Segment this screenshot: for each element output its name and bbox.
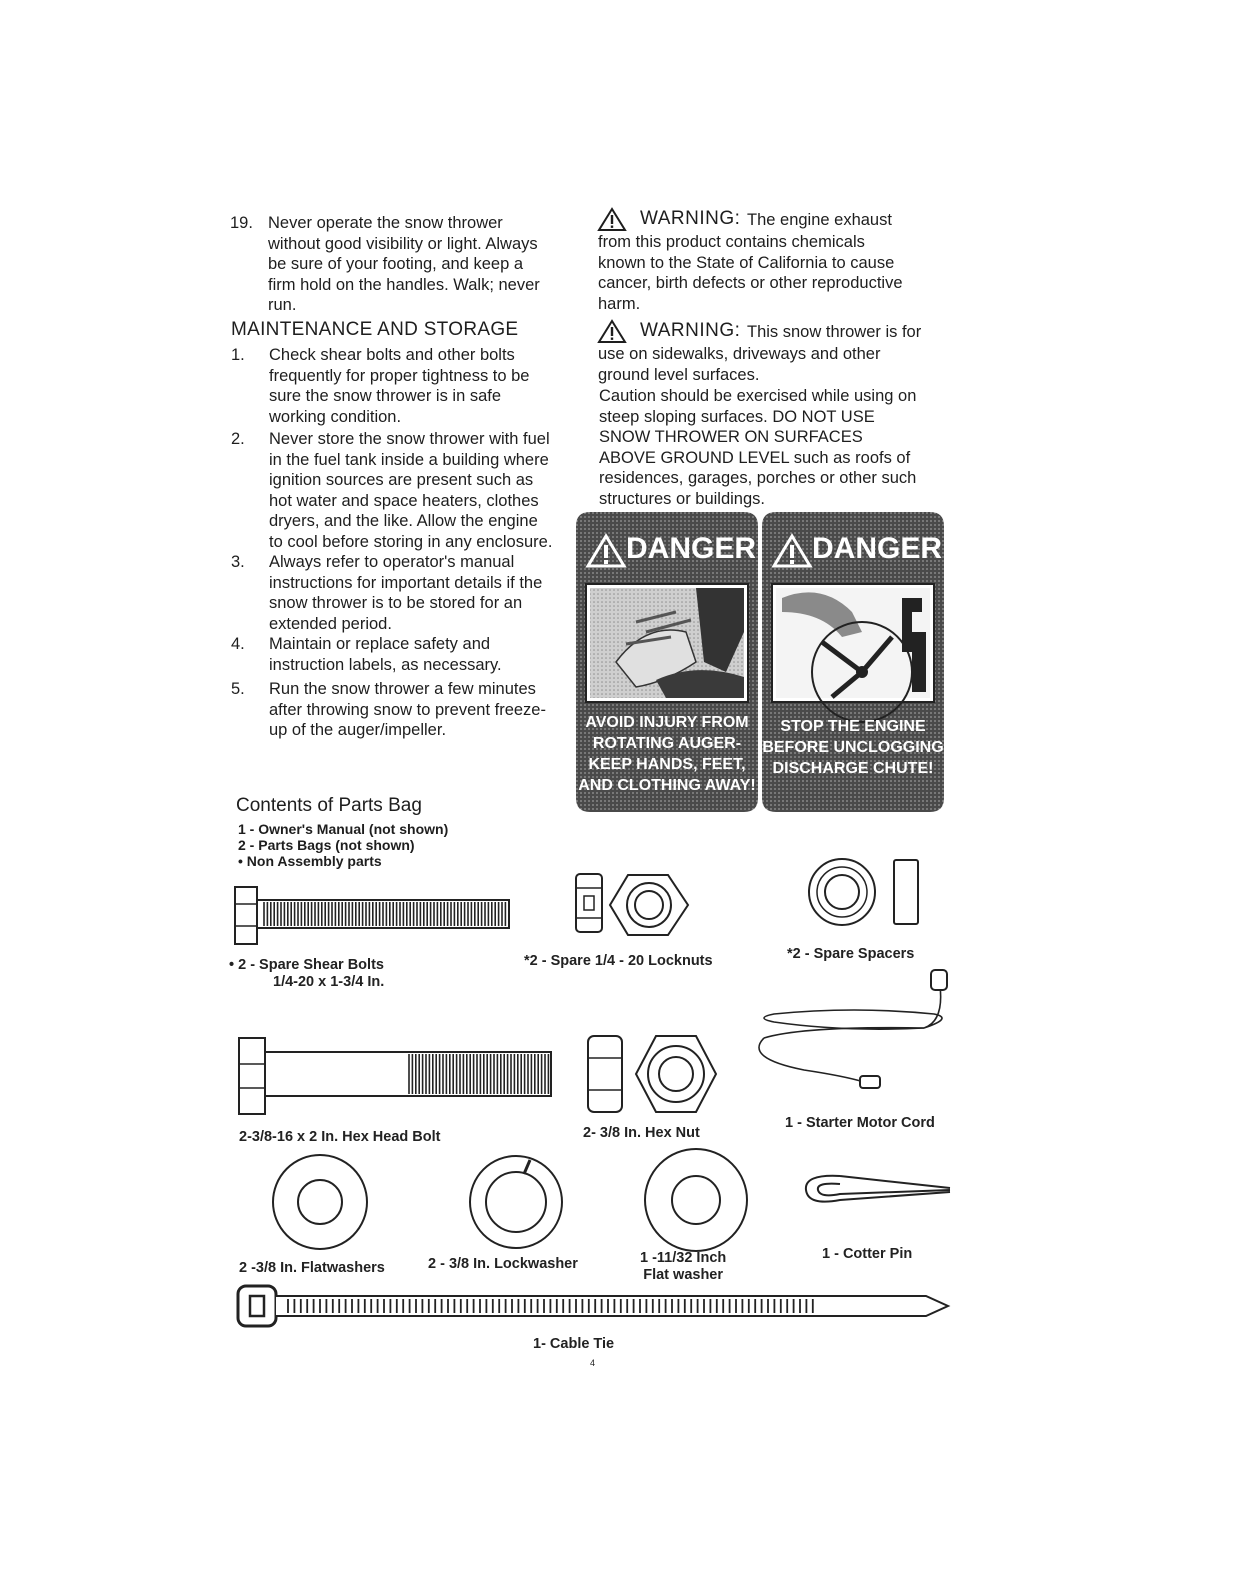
- danger-label-auger: [576, 512, 758, 812]
- text-line: up of the auger/impeller.: [269, 721, 447, 739]
- warning-triangle-icon: [598, 207, 626, 231]
- text-line: instructions for important details if the: [269, 573, 543, 592]
- caption-flat-washer-1132: [640, 1250, 726, 1284]
- warning-body: [598, 232, 958, 314]
- caution-text: [599, 386, 959, 509]
- caption-hex-nut: 2- 3/8 In. Hex Nut: [583, 1125, 700, 1141]
- warning-first-line: This snow thrower is for: [747, 323, 922, 341]
- starter-cord-illustration: [744, 966, 964, 1096]
- cable-tie-illustration: [236, 1284, 956, 1330]
- parts-list-item: • Non Assembly parts: [238, 853, 382, 869]
- caption-shear-bolts: [229, 957, 384, 991]
- text-line: SNOW THROWER ON SURFACES: [599, 428, 863, 446]
- danger-message-line: KEEP HANDS, FEET,: [588, 756, 746, 773]
- caption-spacers: *2 - Spare Spacers: [787, 946, 915, 962]
- caption-locknuts: *2 - Spare 1/4 - 20 Locknuts: [524, 953, 713, 969]
- danger-triangle-icon: [586, 534, 626, 568]
- caption-lockwasher: 2 - 3/8 In. Lockwasher: [428, 1256, 578, 1272]
- danger-message: [576, 712, 758, 796]
- warning-body: [598, 344, 958, 385]
- flatwasher-illustration: [270, 1152, 370, 1252]
- item-text: [269, 634, 502, 675]
- danger-message-line: STOP THE ENGINE: [780, 718, 926, 735]
- text-line: in the fuel tank inside a building where: [269, 450, 549, 469]
- danger-message-line: DISCHARGE CHUTE!: [772, 760, 934, 777]
- warning-exhaust: [598, 210, 958, 314]
- caption-cable-tie: 1- Cable Tie: [533, 1336, 615, 1352]
- cotter-pin-illustration: [800, 1170, 960, 1216]
- parts-bag-heading: Contents of Parts Bag: [236, 795, 422, 816]
- danger-message: [762, 716, 944, 779]
- item-number: 4.: [231, 635, 245, 653]
- text-line: run.: [268, 296, 297, 314]
- text-line: cancer, birth defects or other reproductive: [598, 274, 903, 292]
- shear-bolt-illustration: [234, 886, 514, 946]
- caption-line: Flat washer: [643, 1267, 724, 1283]
- text-line: ABOVE GROUND LEVEL such as roofs of: [599, 448, 911, 467]
- caption-cotter-pin: 1 - Cotter Pin: [822, 1246, 913, 1262]
- text-line: ignition sources are present such as: [269, 471, 534, 489]
- danger-label-chute: [762, 512, 944, 812]
- text-line: extended period.: [269, 614, 392, 633]
- page-number: 4: [590, 1358, 596, 1368]
- caption-hex-bolt: 2-3/8-16 x 2 In. Hex Head Bolt: [239, 1129, 441, 1145]
- item-number: 3.: [231, 553, 245, 571]
- danger-triangle-icon: [772, 534, 812, 568]
- text-line: Check shear bolts and other bolts: [269, 346, 515, 364]
- item-number: 1.: [231, 346, 245, 364]
- text-line: dryers, and the like. Allow the engine: [269, 512, 538, 530]
- warning-triangle-icon: [598, 319, 626, 343]
- text-line: firm hold on the handles. Walk; never: [268, 275, 540, 294]
- danger-message-line: BEFORE UNCLOGGING: [762, 739, 944, 756]
- text-line: Always refer to operator's manual: [269, 553, 515, 571]
- item-text: [269, 345, 530, 427]
- item-text: [269, 429, 552, 552]
- text-line: harm.: [598, 294, 641, 313]
- danger-title: DANGER: [626, 532, 757, 565]
- parts-bag-list: [238, 821, 448, 869]
- text-line: to cool before storing in any enclosure.: [269, 532, 553, 551]
- text-line: residences, garages, porches or other such: [599, 469, 917, 487]
- text-line: sure the snow thrower is in safe: [269, 387, 502, 405]
- text-line: frequently for proper tightness to be: [269, 366, 530, 385]
- item-number: 5.: [231, 680, 245, 698]
- danger-message-line: ROTATING AUGER-: [592, 735, 742, 752]
- text-line: without good visibility or light. Always: [268, 234, 538, 253]
- item-text: [269, 679, 546, 741]
- danger-message-line: AVOID INJURY FROM: [585, 714, 749, 731]
- text-line: working condition.: [269, 407, 402, 426]
- text-line: instruction labels, as necessary.: [269, 655, 502, 674]
- text-line: from this product contains chemicals: [598, 233, 865, 251]
- warning-word: WARNING:: [640, 320, 741, 341]
- caption-line: 1/4-20 x 1-3/4 In.: [273, 974, 385, 990]
- text-line: structures or buildings.: [599, 489, 765, 508]
- item-text: [268, 213, 540, 316]
- spacer-illustration: [806, 856, 926, 928]
- hex-nut-illustration: [586, 1034, 726, 1116]
- caption-starter-cord: 1 - Starter Motor Cord: [785, 1115, 935, 1131]
- danger-message-line: AND CLOTHING AWAY!: [578, 777, 756, 794]
- item-text: [269, 552, 542, 634]
- text-line: snow thrower is to be stored for an: [269, 594, 523, 612]
- text-line: Run the snow thrower a few minutes: [269, 680, 536, 698]
- text-line: known to the State of California to cause: [598, 253, 895, 272]
- lockwasher-illustration: [466, 1152, 566, 1252]
- item-number: 2.: [231, 430, 245, 448]
- danger-title: DANGER: [812, 532, 943, 565]
- text-line: Maintain or replace safety and: [269, 635, 491, 653]
- text-line: be sure of your footing, and keep a: [268, 255, 524, 273]
- parts-list-item: 2 - Parts Bags (not shown): [238, 837, 415, 853]
- text-line: Never store the snow thrower with fuel: [269, 430, 550, 448]
- parts-list-item: 1 - Owner's Manual (not shown): [238, 821, 449, 837]
- locknut-illustration: [574, 872, 694, 936]
- warning-usage: [598, 322, 958, 385]
- warning-word: WARNING:: [640, 208, 741, 229]
- warning-first-line: The engine exhaust: [747, 211, 892, 229]
- item-number: 19.: [230, 214, 253, 232]
- caption-flatwashers: 2 -3/8 In. Flatwashers: [239, 1260, 385, 1276]
- text-line: steep sloping surfaces. DO NOT USE: [599, 407, 875, 426]
- text-line: Caution should be exercised while using on: [599, 387, 917, 405]
- text-line: ground level surfaces.: [598, 365, 760, 384]
- text-line: Never operate the snow thrower: [268, 214, 503, 232]
- maintenance-heading: MAINTENANCE AND STORAGE: [231, 319, 519, 340]
- caption-line: 1 -11/32 Inch: [640, 1250, 727, 1266]
- text-line: after throwing snow to prevent freeze-: [269, 700, 546, 719]
- text-line: use on sidewalks, driveways and other: [598, 345, 881, 363]
- hex-bolt-illustration: [237, 1036, 557, 1118]
- caption-line: • 2 - Spare Shear Bolts: [229, 957, 384, 973]
- text-line: hot water and space heaters, clothes: [269, 491, 539, 510]
- flat-washer-1132-illustration: [642, 1146, 752, 1256]
